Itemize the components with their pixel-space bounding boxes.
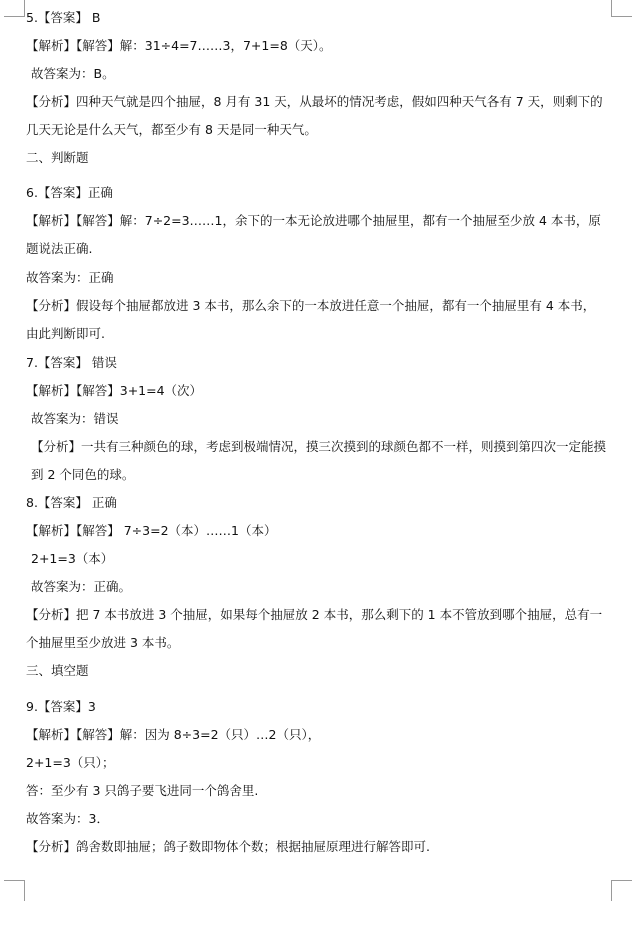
q9-calculation: 2+1=3（只）； [26,755,115,770]
q7-answer: 7.【答案】 错误 [26,355,117,370]
q6-analysis: 【分析】假设每个抽屉都放进 3 本书，那么余下的一本放进任意一个抽屉，都有一个抽屉里有 4 本书，由此判断即可. [26,298,596,341]
section-heading-judgement: 二、判断题 [26,150,89,165]
corner-mark-top-left [4,0,25,17]
q9-final-answer: 故答案为：3． [26,811,109,826]
q5-analysis: 【分析】四种天气就是四个抽屉，8 月有 31 天，从最坏的情况考虑，假如四种天气各有 7 天，则剩下的几天无论是什么天气，都至少有 8 天是同一种天气。 [26,94,603,137]
q8-calculation: 2+1=3（本） [31,551,114,566]
q7-final-answer: 故答案为：错误 [31,411,119,426]
q5-final-answer: 故答案为：B。 [31,66,115,81]
q8-answer: 8.【答案】 正确 [26,495,117,510]
q6-final-answer: 故答案为：正确 [26,270,114,285]
q9-analysis: 【分析】鸽舍数即抽屉；鸽子数即物体个数；根据抽屉原理进行解答即可. [26,839,430,854]
corner-mark-bottom-left [4,880,25,901]
corner-mark-bottom-right [611,880,632,901]
corner-mark-top-right [611,0,632,17]
q6-answer: 6.【答案】正确 [26,185,113,200]
q9-explanation: 【解析】【解答】解：因为 8÷3=2（只）…2（只）， [26,727,321,742]
q6-explanation: 【解析】【解答】解：7÷2=3……1，余下的一本无论放进哪个抽屉里，都有一个抽屉至少放 4 本书，原题说法正确. [26,213,601,256]
q5-answer: 5.【答案】 B [26,10,101,25]
q5-explanation: 【解析】【解答】解：31÷4=7……3，7+1=8（天）。 [26,38,332,53]
q7-explanation: 【解析】【解答】3+1=4（次） [26,383,203,398]
q8-analysis: 【分析】把 7 本书放进 3 个抽屉，如果每个抽屉放 2 本书，那么剩下的 1 本不管放到哪个抽屉，总有一个抽屉里至少放进 3 本书。 [26,607,603,650]
q8-final-answer: 故答案为：正确。 [31,579,132,594]
q7-analysis: 【分析】一共有三种颜色的球，考虑到极端情况，摸三次摸到的球颜色都不一样，则摸到第四次一定能摸到 2 个同色的球。 [31,439,607,482]
q9-conclusion: 答：至少有 3 只鸽子要飞进同一个鸽舍里. [26,783,259,798]
q8-explanation: 【解析】【解答】 7÷3=2（本）……1（本） [26,523,277,538]
section-heading-fill-blank: 三、填空题 [26,663,89,678]
q9-answer: 9.【答案】3 [26,699,96,714]
